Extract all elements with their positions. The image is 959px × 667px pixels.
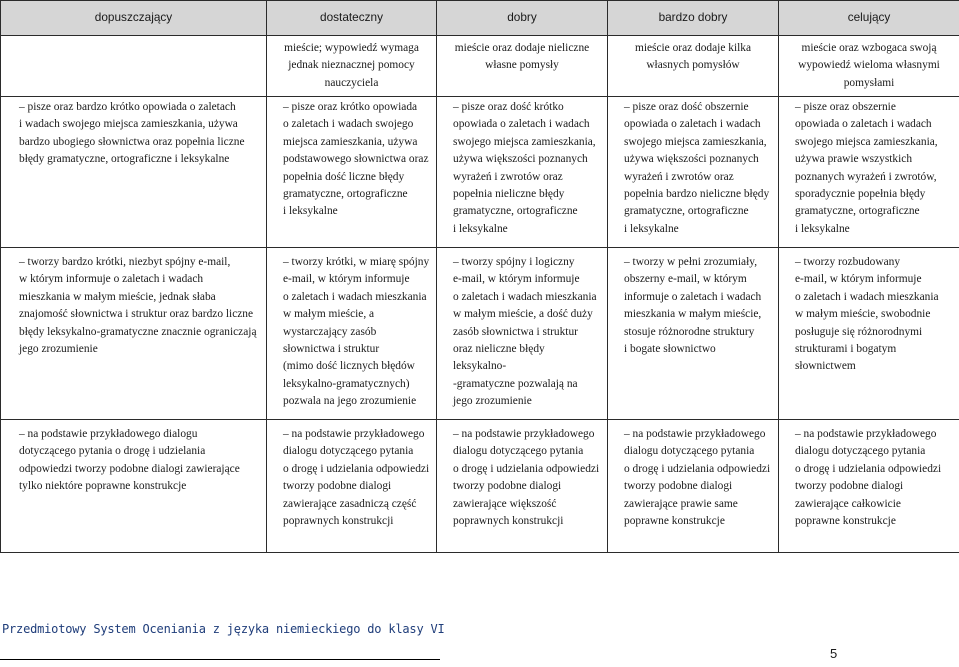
table-cell: – na podstawie przykładowego dialogu dotyczącego pytania o drogę i udzielania odpowiedzi tworzy podobne dialogi zawierające zasadniczą część poprawnych konstrukcji [267,420,437,553]
table-cell: – pisze oraz dość krótko opowiada o zaletach i wadach swojego miejsca zamieszkania, używa większości poznanych wyrażeń i zwrotów oraz popełnia nieliczne błędy gramatyczne, ortograficzne i leksykalne [437,97,608,248]
table-row [1,97,959,248]
table-cell: – pisze oraz bardzo krótko opowiada o zaletach i wadach swojego miejsca zamieszkania, używa bardzo ubogiego słownictwa oraz popełnia liczne błędy gramatyczne, ortograficzne i leksykalne [1,97,267,248]
table-cell: – tworzy bardzo krótki, niezbyt spójny e-mail, w którym informuje o zaletach i wadach mieszkania w małym mieście, jednak słaba znajomość słownictwa i struktur oraz bardzo liczne błędy leksykalno-gramatyczne znacznie ograniczają jego zrozumienie [1,248,267,420]
table-cell: – na podstawie przykładowego dialogu dotyczącego pytania o drogę i udzielania odpowiedzi tworzy podobne dialogi zawierające tylko niektóre poprawne konstrukcje [1,420,267,553]
table-row [1,248,959,420]
table-cell: mieście oraz wzbogaca swoją wypowiedź wieloma własnymi pomysłami [779,36,959,97]
table-cell [1,36,267,97]
table-row [1,36,959,97]
table-cell: – tworzy spójny i logiczny e-mail, w którym informuje o zaletach i wadach mieszkania w małym mieście, a dość duży zasób słownictwa i struktur oraz nieliczne błędy leksykalno- -gramatyczne pozwalają na jego zrozumienie [437,248,608,420]
table-cell: – pisze oraz krótko opowiada o zaletach i wadach swojego miejsca zamieszkania, używa podstawowego słownictwa oraz popełnia dość liczne błędy gramatyczne, ortograficzne i leksykalne [267,97,437,248]
table-cell: – tworzy rozbudowany e-mail, w którym informuje o zaletach i wadach mieszkania w małym mieście, swobodnie posługuje się różnorodnymi strukturami i bogatym słownictwem [779,248,959,420]
header-bardzo-dobry: bardzo dobry [608,1,779,36]
header-celujacy: celujący [779,1,959,36]
table-cell: mieście oraz dodaje kilka własnych pomysłów [608,36,779,97]
table-cell: mieście; wypowiedź wymaga jednak nieznacznej pomocy nauczyciela [267,36,437,97]
table-cell: – pisze oraz obszernie opowiada o zaletach i wadach swojego miejsca zamieszkania, używa prawie wszystkich poznanych wyrażeń i zwrotów, sporadycznie popełnia błędy gramatyczne, ortograficzne i leksykalne [779,97,959,248]
table-cell: – pisze oraz dość obszernie opowiada o zaletach i wadach swojego miejsca zamieszkania, używa większości poznanych wyrażeń i zwrotów oraz popełnia bardzo nieliczne błędy gramatyczne, ortograficzne i leksykalne [608,97,779,248]
table-cell: – tworzy w pełni zrozumiały, obszerny e-mail, w którym informuje o zaletach i wadach mieszkania w małym mieście, stosuje różnorodne struktury i bogate słownictwo [608,248,779,420]
header-dopuszczajacy: dopuszczający [1,1,267,36]
table-cell: mieście oraz dodaje nieliczne własne pomysły [437,36,608,97]
table-cell: – na podstawie przykładowego dialogu dotyczącego pytania o drogę i udzielania odpowiedzi tworzy podobne dialogi zawierające prawie same poprawne konstrukcje [608,420,779,553]
table-cell: – tworzy krótki, w miarę spójny e-mail, w którym informuje o zaletach i wadach mieszkania w małym mieście, a wystarczający zasób słownictwa i struktur (mimo dość licznych błędów leksykalno-gramatycznych) pozwala na jego zrozumienie [267,248,437,420]
table-cell: – na podstawie przykładowego dialogu dotyczącego pytania o drogę i udzielania odpowiedzi tworzy podobne dialogi zawierające całkowicie poprawne konstrukcje [779,420,959,553]
header-row [1,1,959,36]
footer-divider [0,659,440,660]
footer-title: Przedmiotowy System Oceniania z języka niemieckiego do klasy VI [2,622,445,636]
table-row [1,420,959,553]
page-number: 5 [830,646,838,661]
header-dostateczny: dostateczny [267,1,437,36]
header-dobry: dobry [437,1,608,36]
table-cell: – na podstawie przykładowego dialogu dotyczącego pytania o drogę i udzielania odpowiedzi tworzy podobne dialogi zawierające większość poprawnych konstrukcji [437,420,608,553]
